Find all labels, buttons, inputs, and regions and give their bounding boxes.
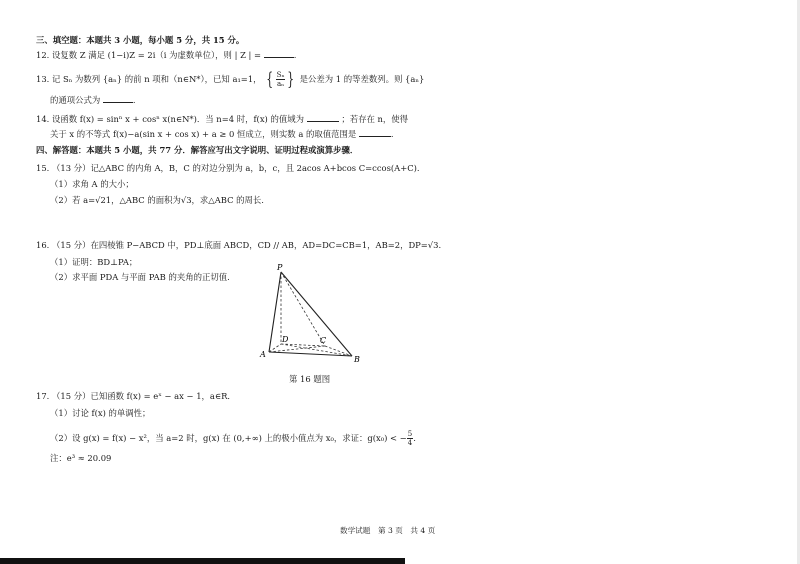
q15-number: 15. [36,163,50,173]
q14-blank-1 [307,112,339,122]
q12-number: 12. [36,50,50,60]
q17-frac-den: 4 [407,439,413,447]
q12-end: . [293,50,297,60]
q13-frac-num: Sₙ [276,71,285,79]
q17-part2-text: （2）设 g(x) = f(x) − x²，当 a=2 时，g(x) 在 (0,+∞) 上的极小值点为 x₀，求证：g(x₀) < − [50,433,407,443]
scan-edge-shadow [0,558,405,564]
edge-PB [281,272,352,356]
q16-part1: （1）证明：BD⊥PA； [50,257,138,267]
q14-text-a: 设函数 f(x) = sinⁿ x + cosⁿ x(n∈N*)．当 n=4 时，f(x) 的值域为 [52,114,304,124]
label-B: B [354,355,360,364]
edge-AC [269,346,325,352]
q17-part1: （1）讨论 f(x) 的单调性； [50,408,151,418]
edge-PA [269,272,281,352]
q13-text-a: 记 Sₙ 为数列 {aₙ} 的前 n 项和（n∈N*），已知 a₁=1， [52,74,262,84]
question-14 [36,112,408,125]
q13-right-brace: } [287,68,295,90]
q12-answer-blank [264,48,294,58]
q15-part1: （1）求角 A 的大小； [50,179,134,189]
q13-line2: 的通项公式为 [50,95,101,105]
q16-number: 16. [36,240,50,250]
q17-stem: （15 分）已知函数 f(x) = eˣ − ax − 1，a∈R． [52,391,236,401]
q17-note: 注：e³ ≈ 20.09 [50,453,112,463]
label-A: A [260,350,266,359]
section4-heading: 四、解答题：本题共 5 小题，共 77 分．解答应写出文字说明、证明过程或演算步骤． [36,145,359,155]
q14-number: 14. [36,114,50,124]
question-15 [36,163,420,174]
q13-text-b: 是公差为 1 的等差数列。则 {aₙ} [299,74,425,84]
label-C: C [320,336,327,345]
q17-number: 17. [36,391,50,401]
label-P: P [277,263,283,272]
question-12 [36,48,296,61]
page-footer: 数学试题 第 3 页 共 4 页 [340,526,436,535]
q13-number: 13. [36,74,50,84]
question-13-line2 [50,93,136,106]
q15-part2: （2）若 a=√21，△ABC 的面积为√3，求△ABC 的周长. [50,195,264,205]
q16-pyramid-figure [255,262,370,367]
q15-stem: （13 分）记△ABC 的内角 A，B，C 的对边分别为 a，b，c，且 2acos A+bcos C=ccos(A+C). [52,163,420,173]
q14-text-b: ；若存在 n，使得 [341,114,409,124]
question-16 [36,240,441,251]
q13-left-brace: { [266,68,274,90]
q16-part2: （2）求平面 PDA 与平面 PAB 的夹角的正切值. [50,272,230,282]
q16-stem: （15 分）在四棱锥 P−ABCD 中，PD⊥底面 ABCD，CD // AB，AD=DC=CB=1，AB=2，DP=√3. [52,240,442,250]
q14-end: . [390,129,394,139]
q17-frac-num: 5 [407,430,413,438]
q13-fraction [276,71,286,88]
q12-text: 设复数 Z 满足 (1−i)Z = 2i（i 为虚数单位），则 | Z | = [52,50,262,60]
q16-figure-caption: 第 16 题图 [289,374,331,384]
q14-blank-2 [359,127,391,137]
question-13 [36,68,424,90]
q13-frac-den: aₙ [276,80,285,88]
section3-heading: 三、填空题：本题共 3 小题，每小题 5 分，共 15 分。 [36,35,245,45]
q14-line2: 关于 x 的不等式 f(x)−a(sin x + cos x) + a ≥ 0 恒成立，则实数 a 的取值范围是 [50,129,357,139]
question-14-line2 [50,127,394,140]
question-17 [36,391,236,402]
q17-part2 [50,428,416,448]
q13-end: . [132,95,136,105]
label-D: D [282,335,289,344]
q17-part2-end: . [413,433,416,443]
q13-answer-blank [103,93,133,103]
